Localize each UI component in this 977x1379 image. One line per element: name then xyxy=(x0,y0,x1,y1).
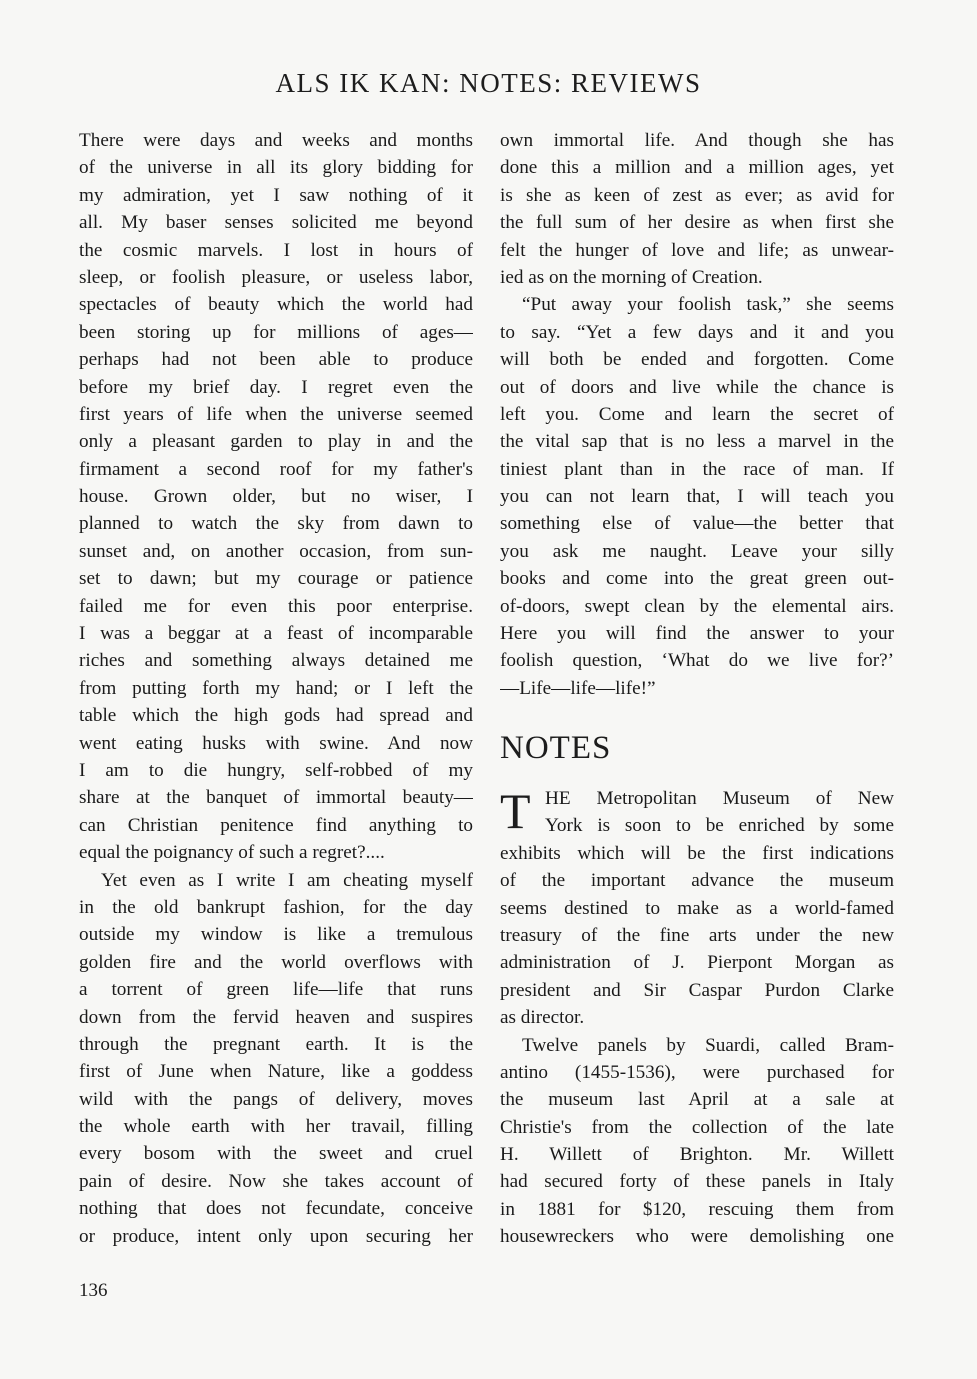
text-line: exhibits which will be the first indications xyxy=(500,842,894,864)
text-line: table which the high gods had spread and xyxy=(79,705,473,727)
text-line: you ask me naught. Leave your silly xyxy=(500,540,894,562)
text-line: my admiration, yet I saw nothing of it xyxy=(79,184,473,206)
text-line: I am to die hungry, self-robbed of my xyxy=(79,759,473,781)
text-line: set to dawn; but my courage or patience xyxy=(79,568,473,590)
text-line: equal the poignancy of such a regret?.... xyxy=(79,842,385,864)
text-line: spectacles of beauty which the world had xyxy=(79,294,473,316)
text-line: from putting forth my hand; or I left the xyxy=(79,677,473,699)
text-line: Yet even as I write I am cheating myself xyxy=(101,869,473,891)
text-line: sleep, or foolish pleasure, or useless labor, xyxy=(79,266,473,288)
text-line: something else of value—the better that xyxy=(500,513,894,535)
text-line: own immortal life. And though she has xyxy=(500,130,894,151)
text-line: “Put away your foolish task,” she seems xyxy=(522,294,894,316)
text-line: administration of J. Pierpont Morgan as xyxy=(500,952,894,974)
notes-heading: NOTES xyxy=(500,730,612,766)
text-line: left you. Come and learn the secret of xyxy=(500,403,894,425)
text-line: as director. xyxy=(500,1007,585,1029)
text-line: house. Grown older, but no wiser, I xyxy=(79,486,473,508)
text-line: a torrent of green life—life that runs xyxy=(79,979,473,1001)
text-line: first of June when Nature, like a goddess xyxy=(79,1061,473,1083)
text-line: can Christian penitence find anything to xyxy=(79,814,473,836)
text-line: of the universe in all its glory bidding for xyxy=(79,157,473,179)
text-line: housewreckers who were demolishing one xyxy=(500,1226,894,1248)
text-line: the museum last April at a sale at xyxy=(500,1089,894,1111)
text-line: sunset and, on another occasion, from sun- xyxy=(79,540,473,562)
right-column xyxy=(500,127,894,702)
text-line: went eating husks with swine. And now xyxy=(79,732,473,754)
text-line: been storing up for millions of ages— xyxy=(79,321,473,343)
text-line: the vital sap that is no less a marvel in the xyxy=(500,431,894,453)
text-line: golden fire and the world overflows with xyxy=(79,951,473,973)
text-line: only a pleasant garden to play in and the xyxy=(79,431,473,453)
text-line: the whole earth with her travail, filling xyxy=(79,1116,473,1138)
text-line: firmament a second roof for my father's xyxy=(79,458,473,480)
text-line: HE Metropolitan Museum of New xyxy=(545,788,894,809)
text-line: in the old bankrupt fashion, for the day xyxy=(79,896,473,918)
text-line: down from the fervid heaven and suspires xyxy=(79,1006,473,1028)
text-line: Here you will find the answer to your xyxy=(500,623,894,645)
text-line: felt the hunger of love and life; as unwear- xyxy=(500,239,894,261)
text-line: is she as keen of zest as ever; as avid for xyxy=(500,184,894,206)
text-line: of the important advance the museum xyxy=(500,870,894,892)
text-line: —Life—life—life!” xyxy=(500,677,656,699)
text-line: out of doors and live while the chance is xyxy=(500,376,894,398)
text-line: planned to watch the sky from dawn to xyxy=(79,513,473,535)
text-line: nothing that does not fecundate, conceive xyxy=(79,1198,473,1220)
text-line: you can not learn that, I will teach you xyxy=(500,486,894,508)
text-line: or produce, intent only upon securing her xyxy=(79,1225,473,1247)
text-line: will both be ended and forgotten. Come xyxy=(500,349,894,371)
text-line: H. Willett of Brighton. Mr. Willett xyxy=(500,1144,894,1166)
running-head: ALS IK KAN: NOTES: REVIEWS xyxy=(275,68,702,98)
text-line: every bosom with the sweet and cruel xyxy=(79,1143,473,1165)
text-line: ied as on the morning of Creation. xyxy=(500,266,763,288)
text-line: antino (1455-1536), were purchased for xyxy=(500,1061,894,1083)
text-line: perhaps had not been able to produce xyxy=(79,349,473,371)
drop-cap: T xyxy=(500,783,531,839)
text-line: before my brief day. I regret even the xyxy=(79,376,473,398)
notes-section xyxy=(500,785,894,1251)
text-line: the full sum of her desire as when first she xyxy=(500,212,894,234)
text-line: through the pregnant earth. It is the xyxy=(79,1033,473,1055)
text-line: Twelve panels by Suardi, called Bram- xyxy=(522,1034,894,1056)
text-line: I was a beggar at a feast of incomparable xyxy=(79,623,473,645)
text-line: the cosmic marvels. I lost in hours of xyxy=(79,239,473,261)
text-line: to say. “Yet a few days and it and you xyxy=(500,321,894,343)
text-line: books and come into the great green out- xyxy=(500,568,894,590)
text-line: first years of life when the universe seemed xyxy=(79,403,473,425)
text-line: failed me for even this poor enterprise. xyxy=(79,595,473,617)
text-line: done this a million and a million ages, yet xyxy=(500,157,894,179)
text-line: outside my window is like a tremulous xyxy=(79,924,473,946)
text-line: share at the banquet of immortal beauty— xyxy=(79,787,473,809)
text-line: There were days and weeks and months xyxy=(79,130,473,151)
text-line: Christie's from the collection of the late xyxy=(500,1116,894,1138)
text-line: treasury of the fine arts under the new xyxy=(500,924,894,946)
text-line: pain of desire. Now she takes account of xyxy=(79,1170,473,1192)
text-line: president and Sir Caspar Purdon Clarke xyxy=(500,979,894,1001)
page-number: 136 xyxy=(79,1280,108,1301)
text-line: of-doors, swept clean by the elemental airs. xyxy=(500,595,894,617)
text-line: tiniest plant than in the race of man. If xyxy=(500,458,894,480)
text-line: riches and something always detained me xyxy=(79,650,473,672)
text-line: had secured forty of these panels in Italy xyxy=(500,1171,894,1193)
text-line: in 1881 for $120, rescuing them from xyxy=(500,1198,894,1220)
text-line: seems destined to make as a world-famed xyxy=(500,897,894,919)
left-column xyxy=(79,127,473,1250)
text-line: all. My baser senses solicited me beyond xyxy=(79,212,473,234)
text-line: foolish question, ‘What do we live for?’ xyxy=(500,650,894,672)
text-line: York is soon to be enriched by some xyxy=(545,815,894,837)
text-line: wild with the pangs of delivery, moves xyxy=(79,1088,473,1110)
